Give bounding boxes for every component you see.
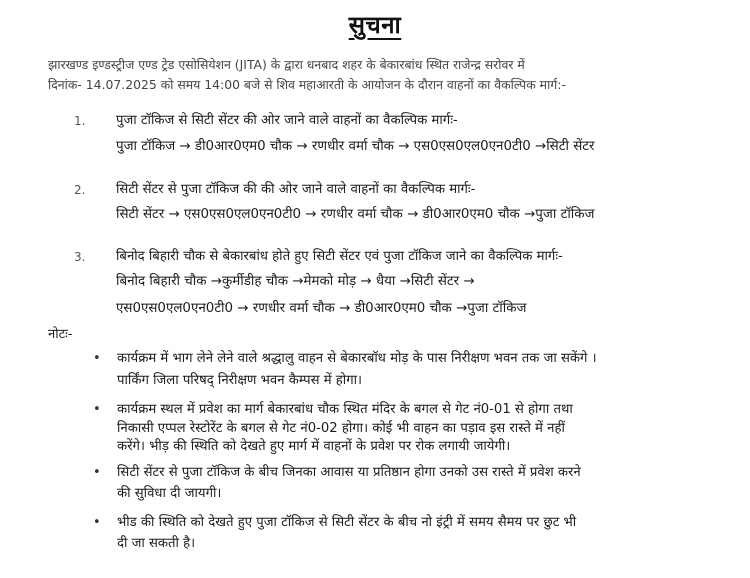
note-4-line-1: भीड की स्थिति को देखते हुए पुजा टॉकिज से सिटी सेंटर के बीच नो इंट्री में समय सैमय पर छुट भी [117, 515, 577, 530]
route-3-path-line-1: बिनोद बिहारी चौक →कुर्मीडीह चौक →मेमको मोड़ → धैया →सिटी सेंटर → [116, 274, 475, 289]
route-2-number: 2. [74, 183, 86, 197]
note-3-bullet: • [93, 465, 101, 480]
note-3-line-1: सिटी सेंटर से पुजा टॉकिज के बीच जिनका आवास या प्रतिष्ठान होगा उनको उस रास्ते में प्रवेश करने [117, 465, 581, 480]
notice-title: सुचना [348, 11, 402, 39]
route-1-heading: पुजा टॉकिज से सिटी सेंटर की ओर जाने वाले वाहनों का वैकल्पिक मार्गः- [116, 113, 458, 128]
route-1-path: पुजा टॉकिज → डी0आर0एम0 चौक → रणधीर वर्मा चौक → एस0एस0एल0एन0टी0 →सिटी सेंटर [116, 139, 595, 154]
note-3-line-2: की सुविधा दी जायगी। [117, 486, 222, 501]
route-1-number: 1. [74, 114, 86, 128]
note-1-line-2: पार्किंग जिला परिषद् निरीक्षण भवन कैम्पस में होगा। [117, 373, 363, 388]
note-4-line-2: दी जा सकती है। [117, 536, 196, 551]
route-3-number: 3. [74, 250, 86, 264]
route-2-heading: सिटी सेंटर से पुजा टॉकिज की की ओर जाने वाले वाहनों का वैकल्पिक मार्गः- [116, 182, 476, 197]
note-1-line-1: कार्यक्रम में भाग लेने लेने वाले श्रद्धालु वाहन से बेकारबॉध मोड़ के पास निरीक्षण भवन तक जा सकेंगे । [117, 351, 597, 366]
note-2-bullet: • [93, 402, 101, 417]
note-2-line-3: करेंगे। भीड़ की स्थिति को देखते हुए मार्ग में वाहनों के प्रवेश पर रोक लगायी जायेगी। [117, 439, 511, 454]
intro-line-2: दिनांक- 14.07.2025 को समय 14:00 बजे से शिव महाआरती के आयोजन के दौरान वाहनों का वैकल्पिक मार्ग:- [48, 77, 566, 92]
route-2-path: सिटी सेंटर → एस0एस0एल0एन0टी0 → रणधीर वर्मा चौक → डी0आर0एम0 चौक →पुजा टॉकिज [116, 207, 595, 222]
note-label: नोटः- [48, 327, 73, 342]
route-3-path-line-2: एस0एस0एल0एन0टी0 → रणधीर वर्मा चौक → डी0आर0एम0 चौक →पुजा टॉकिज [116, 301, 527, 316]
note-2-line-1: कार्यक्रम स्थल में प्रवेश का मार्ग बेकारबांध चौक स्थित मंदिर के बगल से गेट नं0-01 से होगा तथा [117, 402, 573, 417]
note-1-bullet: • [93, 351, 101, 366]
route-3-heading: बिनोद बिहारी चौक से बेकारबांध होते हुए सिटी सेंटर एवं पुजा टॉकिज जाने का वैकल्पिक मार्गः- [116, 249, 563, 264]
note-2-line-2: निकासी एप्पल रेस्टोरेंट के बगल से गेट नं0-02 होगा। कोई भी वाहन का पड़ाव इस रास्ते में नहीं [117, 421, 565, 436]
intro-line-1: झारखण्ड इण्डस्ट्रीज एण्ड ट्रेड एसोसियेशन (JITA) के द्वारा धनबाद शहर के बेकारबांध स्थित राजेन्द्र सरोवर में [48, 57, 525, 72]
note-4-bullet: • [93, 515, 101, 530]
